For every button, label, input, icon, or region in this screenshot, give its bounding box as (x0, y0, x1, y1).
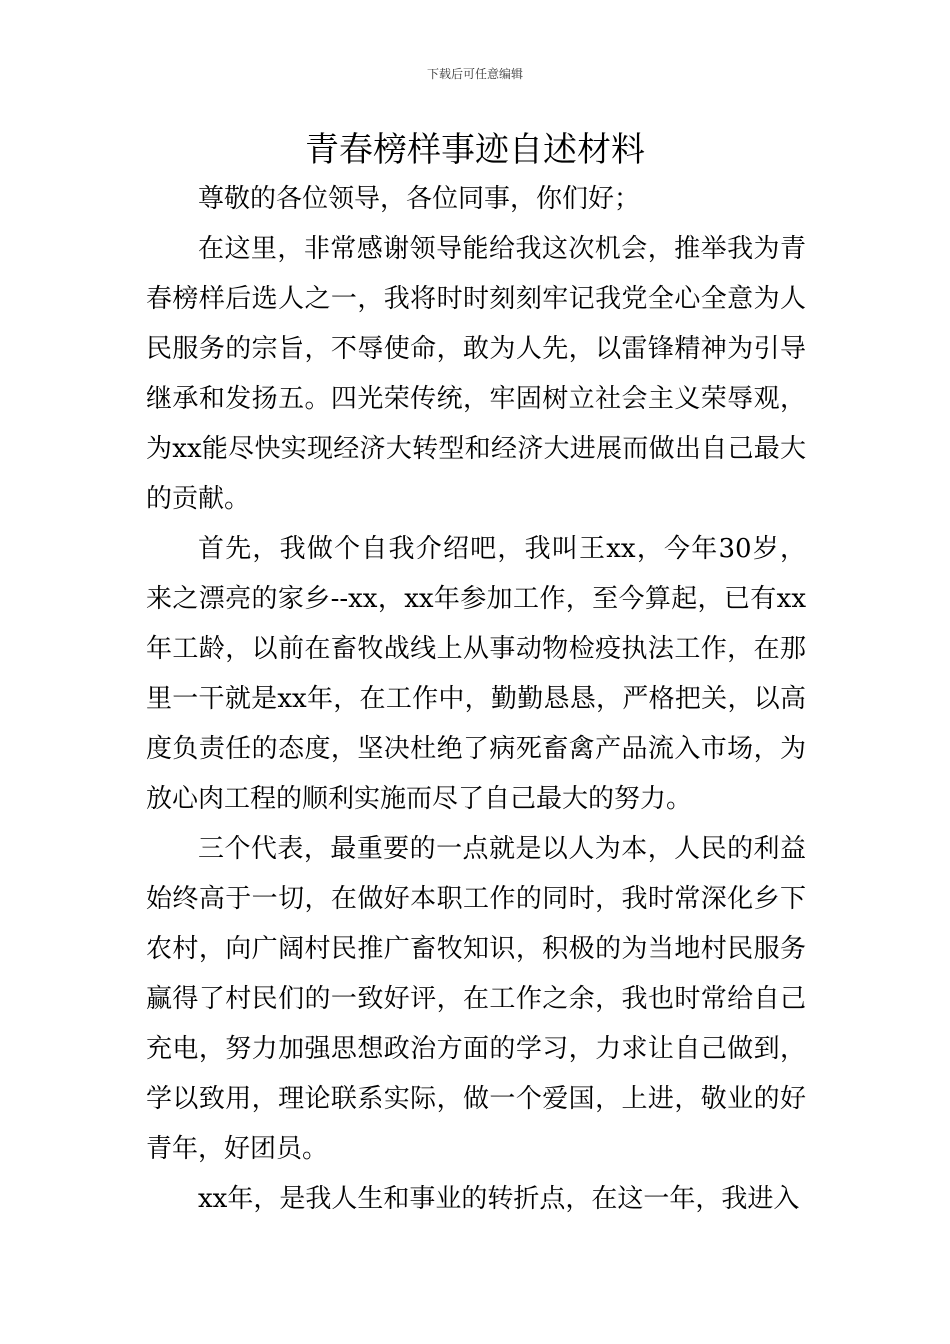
paragraph-introduction: 首先，我做个自我介绍吧，我叫王xx，今年30岁，来之漂亮的家乡--xx，xx年参加工作，至今算起，已有xx年工龄，以前在畜牧战线上从事动物检疫执法工作，在那里一干就是xx年，在工作中，勤勤恳恳，严格把关，以高度负责任的态度，坚决杜绝了病死畜禽产品流入市场，为放心肉工程的顺利实施而尽了自己最大的努力。 (146, 534, 806, 814)
paragraph-thanks: 在这里，非常感谢领导能给我这次机会，推举我为青春榜样后选人之一，我将时时刻刻牢记我党全心全意为人民服务的宗旨，不辱使命，敢为人先，以雷锋精神为引导继承和发扬五。四光荣传统，牢固树立社会主义荣辱观，为xx能尽快实现经济大转型和经济大进展而做出自己最大的贡献。 (146, 234, 806, 514)
document-title: 青春榜样事迹自述材料 (305, 130, 645, 170)
document-body (146, 174, 806, 1224)
header-note: 下载后可任意编辑 (426, 67, 523, 81)
paragraph-greeting: 尊敬的各位领导，各位同事，你们好； (198, 184, 641, 214)
paragraph-service: 三个代表，最重要的一点就是以人为本，人民的利益始终高于一切，在做好本职工作的同时，我时常深化乡下农村，向广阔村民推广畜牧知识，积极的为当地村民服务赢得了村民们的一致好评，在工作之余，我也时常给自己充电，努力加强思想政治方面的学习，力求让自己做到，学以致用，理论联系实际，做一个爱国，上进，敬业的好青年，好团员。 (146, 834, 806, 1164)
paragraph-turning-point: xx年，是我人生和事业的转折点，在这一年，我进入 (198, 1184, 800, 1214)
